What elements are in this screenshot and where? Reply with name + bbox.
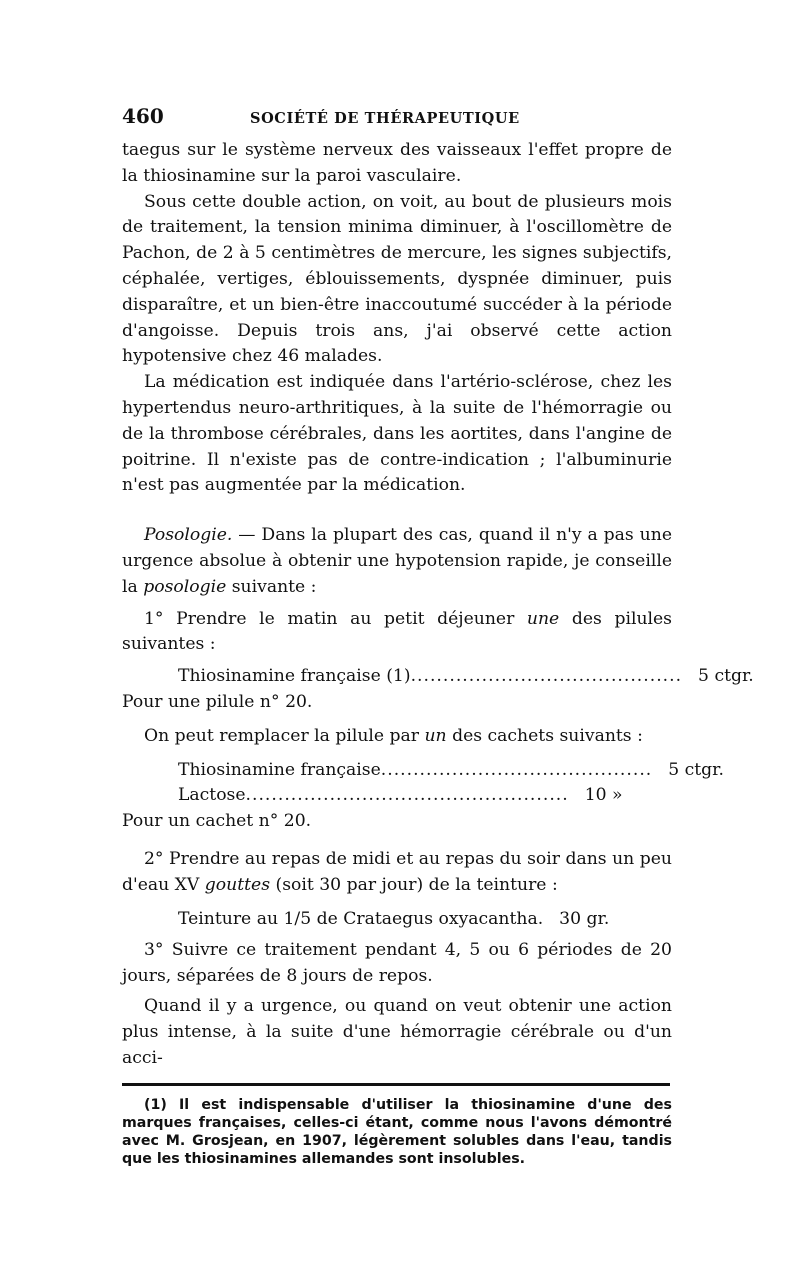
book-page	[122, 104, 754, 1168]
prescription-line: Thiosinamine française .......................................... 5 ctgr.	[178, 759, 724, 780]
posologie-paragraph	[122, 523, 672, 600]
running-title: SOCIÉTÉ DE THÉRAPEUTIQUE	[250, 110, 520, 127]
posologie-italic: posologie	[143, 576, 227, 597]
posologie-text: — Dans la plupart des cas, quand il n'y a pas une urgence absolue à obtenir une hypotension rapide, je conseille la	[122, 525, 672, 597]
step-3: 3° Suivre ce traitement pendant 4, 5 ou 6 périodes de 20 jours, séparées de 8 jours de repos.	[122, 940, 672, 987]
prescription-line: Teinture au 1/5 de Crataegus oxyacantha. 30 gr.	[178, 908, 610, 929]
footnote-1: (1) Il est indispensable d'utiliser la thiosinamine d'une des marques françaises, celles-ci étant, comme nous l'avons démontré avec M. Grosjean, en 1907, légèrement solubles dans l'eau, tandis que les thiosinamines allemandes sont insolubles.	[122, 1097, 672, 1168]
prescription-note: Pour une pilule n° 20.	[122, 691, 313, 712]
page-number: 460	[122, 104, 164, 128]
paragraph-1: taegus sur le système nerveux des vaisseaux l'effet propre de la thiosinamine sur la paroi vasculaire.	[122, 140, 672, 186]
prescription-note: Pour un cachet n° 20.	[122, 811, 312, 832]
prescription-line: Thiosinamine française (1) .......................................... 5 ctgr.	[178, 666, 754, 687]
paragraph-2: Sous cette double action, on voit, au bout de plusieurs mois de traitement, la tension minima diminuer, à l'oscillomètre de Pachon, de 2 à 5 centimètres de mercure, les signes subjectifs, céphalée, vertiges, éblouissements, dyspnée diminuer, puis disparaître, et un bien-être inaccoutumé succéder à la période d'angoisse. Depuis trois ans, j'ai observé cette action hypotensive chez 46 malades.	[122, 191, 672, 367]
posologie-label: Posologie.	[144, 525, 233, 546]
paragraph-5: Quand il y a urgence, ou quand on veut obtenir une action plus intense, à la suite d'une hémorragie cérébrale ou d'un acci-	[122, 995, 672, 1068]
posologie-end: suivante :	[226, 576, 317, 597]
footnotes	[122, 1096, 672, 1168]
step-2: 2° Prendre au repas de midi et au repas du soir dans un peu d'eau XV gouttes (soit 30 par jour) de la teinture :	[122, 848, 672, 895]
step-1: 1° Prendre le matin au petit déjeuner une des pilules suivantes :	[122, 608, 673, 655]
page-header	[122, 104, 672, 128]
footnote-rule	[122, 1083, 670, 1086]
prescription-line: Lactose .................................................. 10 »	[178, 785, 623, 806]
paragraph-3: La médication est indiquée dans l'artério-sclérose, chez les hypertendus neuro-arthritiques, à la suite de l'hémorragie ou de la thrombose cérébrales, dans les aortites, dans l'angine de poitrine. Il n'existe pas de contre-indication ; l'albuminurie n'est pas augmentée par la médication.	[122, 372, 672, 496]
alternative-paragraph: On peut remplacer la pilule par un des cachets suivants :	[144, 725, 643, 746]
